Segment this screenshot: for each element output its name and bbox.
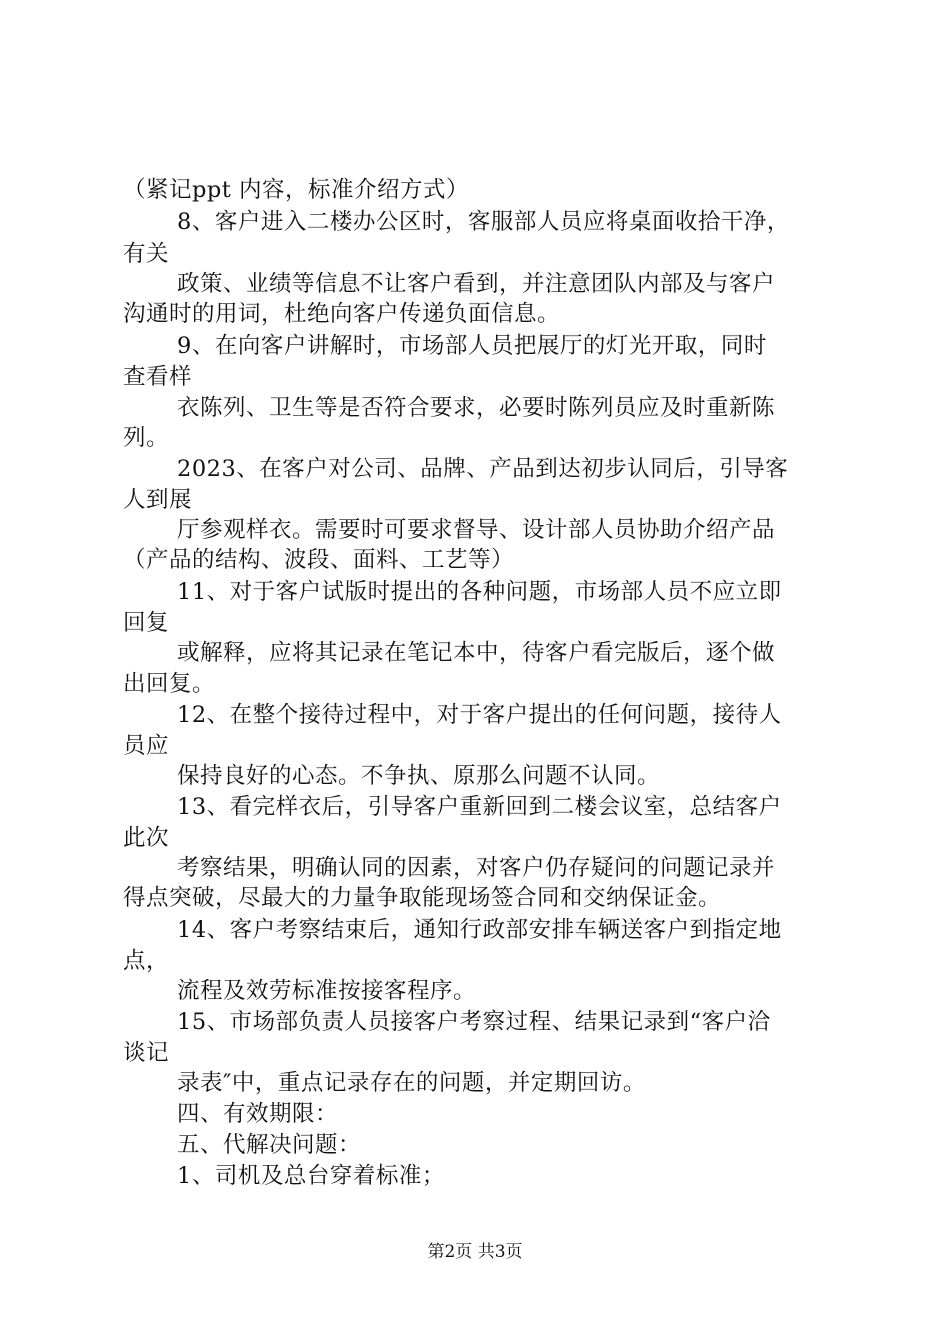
paragraph-line: 11、对于客户试版时提出的各种问题，市场部人员不应立即 xyxy=(177,579,782,605)
paragraph-line: （紧记ppt 内容，标准介绍方式） xyxy=(123,177,470,203)
paragraph-line: 衣陈列、卫生等是否符合要求，必要时陈列员应及时重新陈 xyxy=(177,395,776,421)
paragraph-line: 谈记 xyxy=(123,1040,170,1066)
paragraph-line: （产品的结构、波段、面料、工艺等） xyxy=(123,547,515,573)
paragraph-line: 14、客户考察结束后，通知行政部安排车辆送客户到指定地 xyxy=(177,917,782,943)
paragraph-line: 此次 xyxy=(123,825,170,851)
paragraph-line: 点， xyxy=(123,948,170,974)
paragraph-line: 流程及效劳标准按接客程序。 xyxy=(177,978,477,1004)
paragraph-line: 保持良好的心态。不争执、原那么问题不认同。 xyxy=(177,763,661,789)
paragraph-line: 12、在整个接待过程中，对于客户提出的任何问题，接待人 xyxy=(177,702,782,728)
paragraph-line: 2023、在客户对公司、品牌、产品到达初步认同后，引导客 xyxy=(177,456,789,482)
paragraph-line: 15、市场部负责人员接客户考察过程、结果记录到“客户洽 xyxy=(177,1009,771,1035)
paragraph-line: 厅参观样衣。需要时可要求督导、设计部人员协助介绍产品 xyxy=(177,517,776,543)
page-footer: 第2页 共3页 xyxy=(427,1242,523,1262)
paragraph-line: 列。 xyxy=(123,425,170,451)
paragraph-line: 回复 xyxy=(123,610,170,636)
paragraph-line: 13、看完样衣后，引导客户重新回到二楼会议室，总结客户 xyxy=(177,794,782,820)
paragraph-line: 员应 xyxy=(123,733,170,759)
paragraph-line: 政策、业绩等信息不让客户看到，并注意团队内部及与客户 xyxy=(177,271,776,297)
paragraph-line: 或解释，应将其记录在笔记本中，待客户看完版后，逐个做 xyxy=(177,640,776,666)
paragraph-line: 五、代解决问题： xyxy=(177,1132,362,1158)
paragraph-line: 沟通时的用词，杜绝向客户传递负面信息。 xyxy=(123,301,561,327)
paragraph-line: 查看样 xyxy=(123,364,193,390)
paragraph-line: 出回复。 xyxy=(123,671,216,697)
paragraph-line: 9、在向客户讲解时，市场部人员把展厅的灯光开取，同时 xyxy=(177,333,767,359)
paragraph-line: 有关 xyxy=(123,241,170,267)
paragraph-line: 考察结果，明确认同的因素，对客户仍存疑问的问题记录并 xyxy=(177,855,776,881)
paragraph-line: 得点突破，尽最大的力量争取能现场签合同和交纳保证金。 xyxy=(123,885,722,911)
paragraph-line: 8、客户进入二楼办公区时，客服部人员应将桌面收拾干净， xyxy=(177,209,790,235)
paragraph-line: 人到展 xyxy=(123,487,193,513)
paragraph-line: 1、司机及总台穿着标准； xyxy=(177,1163,445,1189)
paragraph-line: 四、有效期限： xyxy=(177,1101,339,1127)
paragraph-line: 录表″中，重点记录存在的问题，并定期回访。 xyxy=(177,1070,646,1096)
